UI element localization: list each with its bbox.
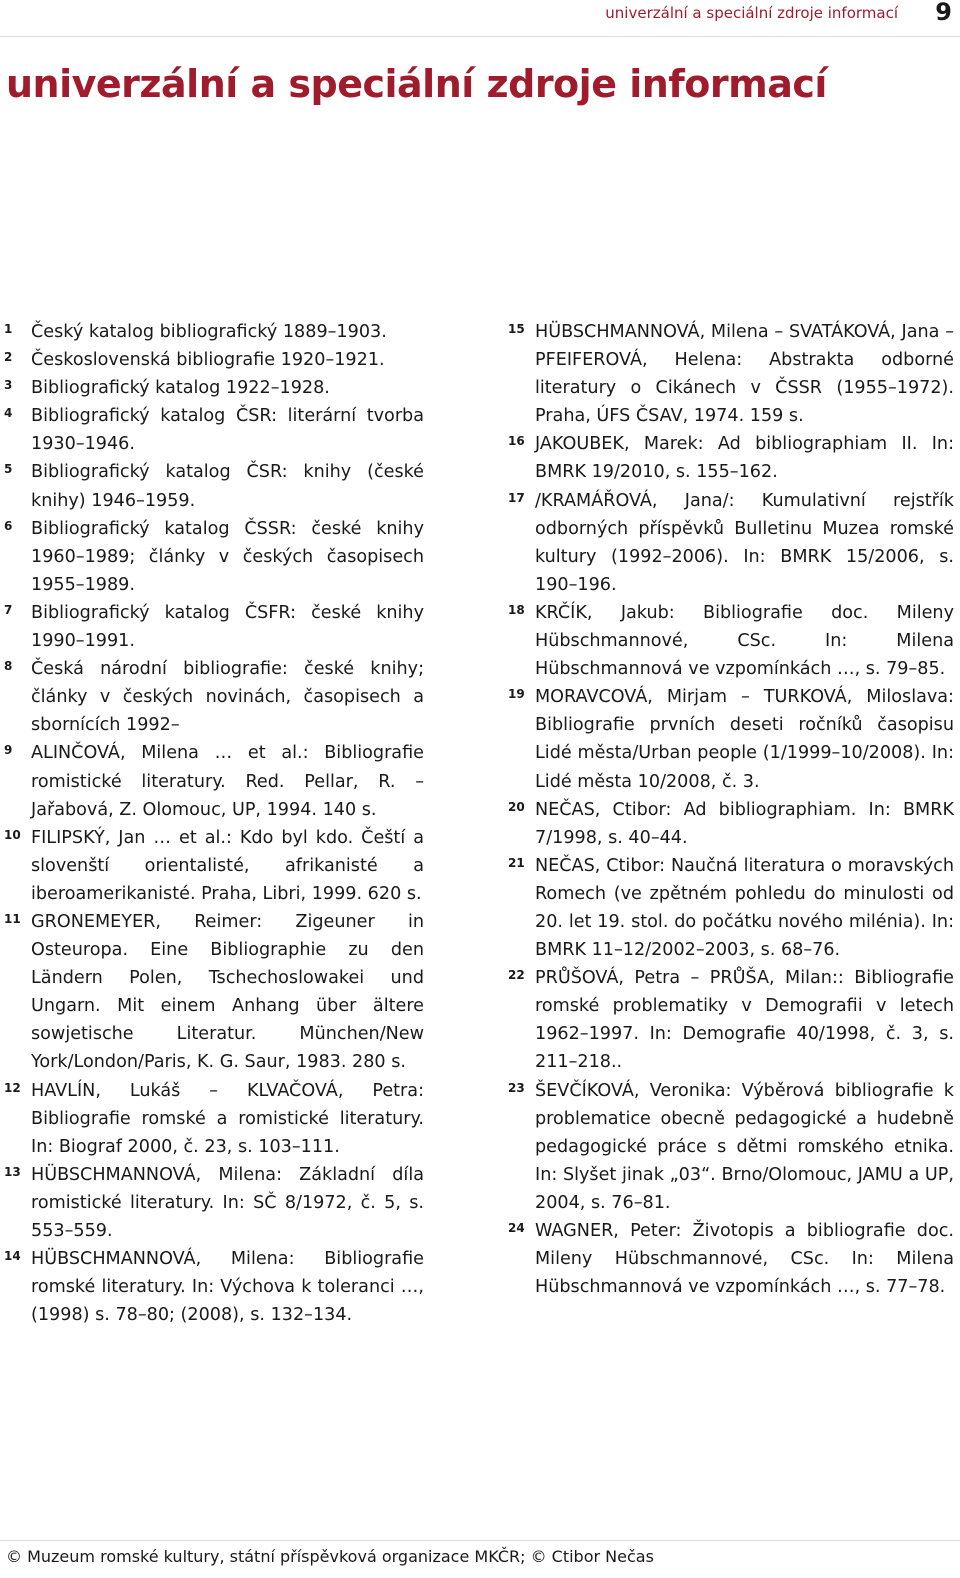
reference-entry	[4, 599, 424, 655]
entry-number: 20	[508, 799, 525, 814]
entry-text: Bibliografický katalog ČSR: knihy (české knihy) 1946–1959.	[31, 462, 424, 511]
running-header	[0, 0, 960, 37]
entry-text: Československá bibliografie 1920–1921.	[31, 350, 385, 371]
entry-number: 12	[4, 1080, 21, 1095]
reference-list-right	[508, 318, 954, 1301]
entry-text: ALINČOVÁ, Milena … et al.: Bibliografie romistické literatury. Red. Pellar, R. – Jařabová, Z. Olomouc, UP, 1994. 140 s.	[31, 743, 424, 820]
entry-text: NEČAS, Ctibor: Naučná literatura o moravských Romech (ve zpětném pohledu do minulosti od 20. let 19. stol. do počátku nového milénia). In: BMRK 11–12/2002–2003, s. 68–76.	[535, 855, 954, 961]
entry-text: /KRAMÁŘOVÁ, Jana/: Kumulativní rejstřík odborných příspěvků Bulletinu Muzea romské kultury (1992–2006). In: BMRK 15/2006, s. 190–196.	[535, 490, 954, 595]
entry-text: ŠEVČÍKOVÁ, Veronika: Výběrová bibliografie k problematice obecně pedagogické a hudebně pedagogické práce s dětmi romského etnika. In: Slyšet jinak „03“. Brno/Olomouc, JAMU a UP, 2004, s. 76–81.	[535, 1080, 954, 1213]
entry-number: 7	[4, 602, 13, 617]
reference-entry	[4, 739, 424, 823]
entry-text: GRONEMEYER, Reimer: Zigeuner in Osteuropa. Eine Bibliographie zu den Ländern Polen, Tschechoslowakei und Ungarn. Mit einem Anhang über ältere sowjetische Literatur. München/New York/London/Paris, K. G. Saur, 1983. 280 s.	[31, 911, 424, 1073]
entry-text: HÜBSCHMANNOVÁ, Milena: Bibliografie romské literatury. In: Výchova k toleranci …, (1998) s. 78–80; (2008), s. 132–134.	[31, 1249, 424, 1326]
entry-text: Česká národní bibliografie: české knihy; články v českých novinách, časopisech a sbornících 1992–	[31, 659, 424, 736]
entry-number: 22	[508, 968, 525, 983]
page-number: 9	[935, 0, 952, 26]
entry-text: NEČAS, Ctibor: Ad bibliographiam. In: BMRK 7/1998, s. 40–44.	[535, 799, 954, 848]
reference-entry	[508, 683, 954, 795]
reference-entry	[508, 852, 954, 964]
entry-number: 23	[508, 1080, 525, 1095]
entry-number: 9	[4, 743, 13, 758]
entry-number: 17	[508, 490, 525, 505]
entry-number: 10	[4, 827, 21, 842]
entry-number: 2	[4, 350, 13, 365]
reference-entry	[4, 515, 424, 599]
entry-text: Bibliografický katalog ČSSR: české knihy 1960–1989; články v českých časopisech 1955–1989.	[31, 518, 424, 595]
reference-entry	[4, 655, 424, 739]
entry-number: 1	[4, 322, 13, 336]
reference-entry	[4, 374, 424, 402]
entry-text: HAVLÍN, Lukáš – KLVAČOVÁ, Petra: Bibliografie romské a romistické literatury. In: Biograf 2000, č. 23, s. 103–111.	[31, 1080, 424, 1157]
entry-text: JAKOUBEK, Marek: Ad bibliographiam II. In: BMRK 19/2010, s. 155–162.	[535, 434, 954, 483]
reference-entry	[508, 1077, 954, 1217]
entry-text: HÜBSCHMANNOVÁ, Milena: Základní díla romistické literatury. In: SČ 8/1972, č. 5, s. 553–559.	[31, 1164, 424, 1241]
reference-entry	[4, 908, 424, 1077]
entry-text: MORAVCOVÁ, Mirjam – TURKOVÁ, Miloslava: Bibliografie prvních deseti ročníků časopisu Lidé města/Urban people (1/1999–10/2008). In: Lidé města 10/2008, č. 3.	[535, 687, 954, 792]
entry-text: Bibliografický katalog 1922–1928.	[31, 378, 330, 399]
entry-number: 14	[4, 1249, 21, 1264]
entry-text: KRČÍK, Jakub: Bibliografie doc. Mileny Hübschmannové, CSc. In: Milena Hübschmannová ve vzpomínkách …, s. 79–85.	[535, 602, 954, 680]
entry-number: 8	[4, 659, 13, 674]
entry-text: WAGNER, Peter: Životopis a bibliografie doc. Mileny Hübschmannové, CSc. In: Milena Hübschmannová ve vzpomínkách …, s. 77–78.	[535, 1221, 954, 1298]
entry-text: Bibliografický katalog ČSFR: české knihy 1990–1991.	[31, 602, 424, 652]
entry-text: PRŮŠOVÁ, Petra – PRŮŠA, Milan:: Bibliografie romské problematiky v Demografii v letech 1962–1997. In: Demografie 40/1998, č. 3, s. 211–218..	[535, 968, 954, 1073]
reference-entry	[4, 1245, 424, 1329]
reference-entry	[508, 1217, 954, 1301]
reference-entry	[4, 458, 424, 514]
entry-number: 15	[508, 322, 525, 336]
running-header-title: univerzální a speciální zdroje informací	[605, 4, 898, 22]
entry-number: 24	[508, 1221, 525, 1235]
entry-number: 16	[508, 434, 525, 449]
reference-entry	[4, 824, 424, 908]
entry-number: 6	[4, 518, 13, 533]
entry-number: 13	[4, 1164, 21, 1179]
reference-entry	[508, 487, 954, 599]
reference-entry	[4, 318, 424, 346]
reference-entry	[4, 1161, 424, 1245]
reference-entry	[508, 964, 954, 1076]
entry-number: 21	[508, 855, 525, 870]
reference-entry	[508, 318, 954, 430]
reference-entry	[4, 1077, 424, 1161]
entry-number: 5	[4, 462, 13, 477]
entry-text: Bibliografický katalog ČSR: literární tvorba 1930–1946.	[31, 406, 424, 455]
reference-list-left	[4, 318, 424, 1329]
reference-entry	[4, 346, 424, 374]
entry-text: Český katalog bibliografický 1889–1903.	[31, 322, 387, 342]
entry-number: 4	[4, 406, 13, 421]
entry-text: HÜBSCHMANNOVÁ, Milena – SVATÁKOVÁ, Jana – PFEIFEROVÁ, Helena: Abstrakta odborné literatury o Cikánech v ČSSR (1955–1972). Praha, ÚFS ČSAV, 1974. 159 s.	[535, 322, 954, 427]
page-title: univerzální a speciální zdroje informací	[6, 62, 827, 106]
reference-entry	[508, 599, 954, 683]
reference-entry	[508, 796, 954, 852]
copyright-text: © Muzeum romské kultury, státní příspěvková organizace MKČR; © Ctibor Nečas	[6, 1547, 654, 1566]
entry-text: FILIPSKÝ, Jan … et al.: Kdo byl kdo. Čeští a slovenští orientalisté, afrikanisté a iberoamerikanisté. Praha, Libri, 1999. 620 s.	[31, 827, 424, 904]
page-footer	[0, 1540, 960, 1578]
reference-entry	[508, 430, 954, 486]
reference-entry	[4, 402, 424, 458]
entry-number: 11	[4, 911, 21, 926]
entry-number: 19	[508, 687, 525, 702]
entry-number: 18	[508, 602, 525, 617]
entry-number: 3	[4, 378, 13, 393]
